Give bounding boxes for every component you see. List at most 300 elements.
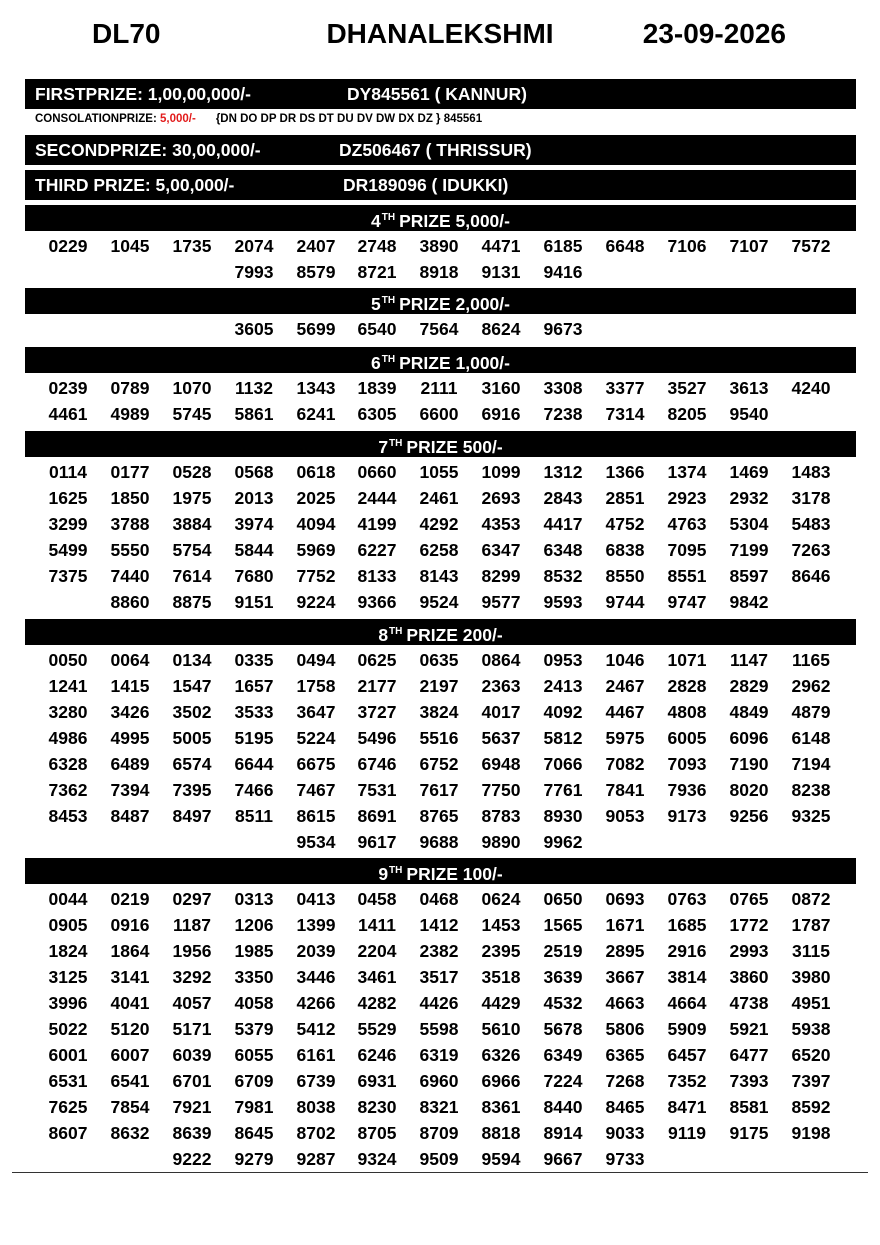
winning-number: 7093 <box>667 754 707 774</box>
number-row <box>0 511 880 537</box>
winning-number: 1758 <box>296 676 336 696</box>
winning-number: 4664 <box>667 993 707 1013</box>
winning-number: 9744 <box>605 592 645 612</box>
winning-number: 3639 <box>543 967 583 987</box>
winning-number: 6600 <box>419 404 459 424</box>
winning-number: 8646 <box>791 566 831 586</box>
winning-number: 1045 <box>110 236 150 256</box>
winning-number: 2444 <box>357 488 397 508</box>
winning-number: 1772 <box>729 915 769 935</box>
winning-number: 4292 <box>419 514 459 534</box>
winning-number: 2519 <box>543 941 583 961</box>
winning-number: 6365 <box>605 1045 645 1065</box>
winning-number: 5754 <box>172 540 212 560</box>
third-prize-result: DR189096 ( IDUKKI) <box>343 175 509 195</box>
winning-number: 9175 <box>729 1123 769 1143</box>
winning-number: 1412 <box>419 915 459 935</box>
winning-number: 9033 <box>605 1123 645 1143</box>
winning-number: 6931 <box>357 1071 397 1091</box>
winning-number: 2177 <box>357 676 397 696</box>
winning-number: 4094 <box>296 514 336 534</box>
winning-number: 6520 <box>791 1045 831 1065</box>
winning-number: 4058 <box>234 993 274 1013</box>
winning-number: 6305 <box>357 404 397 424</box>
winning-number: 3115 <box>792 941 830 961</box>
number-row <box>0 537 880 563</box>
winning-number: 5969 <box>296 540 336 560</box>
winning-number: 1099 <box>481 462 521 482</box>
winning-number: 2843 <box>543 488 583 508</box>
winning-number: 8550 <box>605 566 645 586</box>
winning-number: 1147 <box>730 650 768 670</box>
prize-4-header <box>25 205 856 231</box>
winning-number: 8645 <box>234 1123 274 1143</box>
winning-number: 5699 <box>296 319 336 339</box>
winning-number: 2013 <box>234 488 274 508</box>
winning-number: 1469 <box>729 462 769 482</box>
winning-number: 1241 <box>48 676 88 696</box>
winning-number: 6541 <box>110 1071 150 1091</box>
prize-label: PRIZE 2,000/- <box>399 294 510 314</box>
winning-number: 7395 <box>172 780 212 800</box>
winning-number: 8705 <box>357 1123 397 1143</box>
winning-number: 1625 <box>48 488 88 508</box>
winning-number: 7752 <box>296 566 336 586</box>
winning-number: 0624 <box>481 889 521 909</box>
winning-number: 0335 <box>234 650 274 670</box>
winning-number: 9287 <box>296 1149 336 1169</box>
winning-number: 7854 <box>110 1097 150 1117</box>
winning-number: 0177 <box>110 462 150 482</box>
consolation-label: CONSOLATIONPRIZE: <box>35 113 161 125</box>
number-row <box>0 964 880 990</box>
winning-number: 6752 <box>419 754 459 774</box>
winning-number: 9053 <box>605 806 645 826</box>
winning-number: 9594 <box>481 1149 521 1169</box>
winning-number: 8205 <box>667 404 707 424</box>
winning-number: 7194 <box>791 754 831 774</box>
winning-number: 5005 <box>172 728 212 748</box>
winning-number: 6227 <box>357 540 397 560</box>
winning-number: 0044 <box>48 889 88 909</box>
winning-number: 3426 <box>110 702 150 722</box>
winning-number: 7761 <box>543 780 583 800</box>
prize-label: PRIZE 1,000/- <box>399 353 510 373</box>
winning-number: 3884 <box>172 514 212 534</box>
winning-number: 1415 <box>110 676 150 696</box>
winning-number: 9890 <box>481 832 521 852</box>
winning-number: 1483 <box>791 462 831 482</box>
winning-number: 8465 <box>605 1097 645 1117</box>
winning-number: 3299 <box>48 514 88 534</box>
winning-number: 7199 <box>729 540 769 560</box>
number-row <box>0 751 880 777</box>
winning-number: 3824 <box>419 702 459 722</box>
winning-number: 4199 <box>357 514 397 534</box>
winning-number: 2407 <box>296 236 336 256</box>
winning-number: 4353 <box>481 514 521 534</box>
winning-number: 1399 <box>296 915 336 935</box>
winning-number: 8487 <box>110 806 150 826</box>
winning-number: 1071 <box>667 650 707 670</box>
winning-number: 1685 <box>667 915 707 935</box>
prize-5-numbers <box>0 316 880 342</box>
prize-ordinal: 8 <box>378 625 389 645</box>
winning-number: 5195 <box>234 728 274 748</box>
winning-number: 7095 <box>667 540 707 560</box>
winning-number: 3377 <box>605 378 645 398</box>
winning-number: 8361 <box>481 1097 521 1117</box>
winning-number: 3517 <box>419 967 459 987</box>
winning-number: 6326 <box>481 1045 521 1065</box>
winning-number: 1839 <box>357 378 397 398</box>
winning-number: 3980 <box>791 967 831 987</box>
winning-number: 5909 <box>667 1019 707 1039</box>
number-row <box>0 725 880 751</box>
winning-number: 3518 <box>481 967 521 987</box>
winning-number: 7263 <box>791 540 831 560</box>
consolation-series: {DN DO DP DR DS DT DU DV DW DX DZ } 845561 <box>215 113 483 125</box>
consolation-amount: 5,000/- <box>160 113 196 125</box>
winning-number: 3613 <box>729 378 769 398</box>
winning-number: 6349 <box>543 1045 583 1065</box>
winning-number: 2895 <box>605 941 645 961</box>
winning-number: 0468 <box>419 889 459 909</box>
winning-number: 0528 <box>172 462 212 482</box>
winning-number: 5637 <box>481 728 521 748</box>
winning-number: 3788 <box>110 514 150 534</box>
winning-number: 0693 <box>605 889 645 909</box>
winning-number: 2461 <box>419 488 459 508</box>
winning-number: 2932 <box>729 488 769 508</box>
winning-number: 9198 <box>791 1123 831 1143</box>
winning-number: 8783 <box>481 806 521 826</box>
winning-number: 6701 <box>172 1071 212 1091</box>
winning-number: 7921 <box>172 1097 212 1117</box>
winning-number: 8579 <box>296 262 336 282</box>
winning-number: 4989 <box>110 404 150 424</box>
number-row <box>0 912 880 938</box>
winning-number: 4467 <box>605 702 645 722</box>
winning-number: 4417 <box>543 514 583 534</box>
winning-number: 2923 <box>667 488 707 508</box>
number-row <box>0 375 880 401</box>
winning-number: 3160 <box>481 378 521 398</box>
winning-number: 0864 <box>481 650 521 670</box>
winning-number: 1850 <box>110 488 150 508</box>
winning-number: 7397 <box>791 1071 831 1091</box>
winning-number: 4017 <box>481 702 521 722</box>
winning-number: 0953 <box>543 650 583 670</box>
winning-number: 7936 <box>667 780 707 800</box>
winning-number: 8607 <box>48 1123 88 1143</box>
winning-number: 3727 <box>357 702 397 722</box>
winning-number: 1787 <box>791 915 831 935</box>
winning-number: 1565 <box>543 915 583 935</box>
winning-number: 4426 <box>419 993 459 1013</box>
first-prize-result: DY845561 ( KANNUR) <box>347 84 527 104</box>
prize-ordinal-suffix: TH <box>389 438 403 449</box>
winning-number: 2025 <box>296 488 336 508</box>
winning-number: 0064 <box>110 650 150 670</box>
footer-divider <box>12 1172 868 1173</box>
winning-number: 7466 <box>234 780 274 800</box>
winning-number: 7841 <box>605 780 645 800</box>
winning-number: 1864 <box>110 941 150 961</box>
winning-number: 2395 <box>481 941 521 961</box>
winning-number: 3280 <box>48 702 88 722</box>
winning-number: 8230 <box>357 1097 397 1117</box>
winning-number: 8914 <box>543 1123 583 1143</box>
prize-8-numbers <box>0 647 880 855</box>
winning-number: 8471 <box>667 1097 707 1117</box>
winning-number: 7394 <box>110 780 150 800</box>
winning-number: 7362 <box>48 780 88 800</box>
winning-number: 8597 <box>729 566 769 586</box>
winning-number: 6005 <box>667 728 707 748</box>
winning-number: 9540 <box>729 404 769 424</box>
winning-number: 6055 <box>234 1045 274 1065</box>
winning-number: 6574 <box>172 754 212 774</box>
winning-number: 1366 <box>605 462 645 482</box>
winning-number: 9747 <box>667 592 707 612</box>
winning-number: 6540 <box>357 319 397 339</box>
winning-number: 6241 <box>296 404 336 424</box>
number-row <box>0 1068 880 1094</box>
winning-number: 8632 <box>110 1123 150 1143</box>
winning-number: 8615 <box>296 806 336 826</box>
winning-number: 9325 <box>791 806 831 826</box>
winning-number: 3527 <box>667 378 707 398</box>
winning-number: 6328 <box>48 754 88 774</box>
winning-number: 9151 <box>234 592 274 612</box>
winning-number: 3974 <box>234 514 274 534</box>
number-row <box>0 777 880 803</box>
winning-number: 3647 <box>296 702 336 722</box>
winning-number: 0229 <box>48 236 88 256</box>
prize-5-header <box>25 288 856 314</box>
winning-number: 7352 <box>667 1071 707 1091</box>
winning-number: 4763 <box>667 514 707 534</box>
winning-number: 7993 <box>234 262 274 282</box>
winning-number: 8511 <box>235 806 273 826</box>
winning-number: 8133 <box>357 566 397 586</box>
winning-number: 7107 <box>729 236 769 256</box>
winning-number: 0625 <box>357 650 397 670</box>
winning-number: 1070 <box>172 378 212 398</box>
winning-number: 1312 <box>543 462 583 482</box>
winning-number: 5745 <box>172 404 212 424</box>
winning-number: 7680 <box>234 566 274 586</box>
number-row <box>0 316 880 342</box>
winning-number: 7066 <box>543 754 583 774</box>
winning-number: 5550 <box>110 540 150 560</box>
winning-number: 5022 <box>48 1019 88 1039</box>
winning-number: 8020 <box>729 780 769 800</box>
prize-8-header <box>25 619 856 645</box>
winning-number: 5861 <box>234 404 274 424</box>
winning-number: 0413 <box>296 889 336 909</box>
winning-number: 5499 <box>48 540 88 560</box>
winning-number: 7082 <box>605 754 645 774</box>
number-row <box>0 829 880 855</box>
number-row <box>0 1016 880 1042</box>
winning-number: 5529 <box>357 1019 397 1039</box>
result-header <box>0 14 880 54</box>
prize-9-header <box>25 858 856 884</box>
winning-number: 5224 <box>296 728 336 748</box>
winning-number: 1735 <box>172 236 212 256</box>
number-row <box>0 699 880 725</box>
winning-number: 9416 <box>543 262 583 282</box>
winning-number: 0635 <box>419 650 459 670</box>
winning-number: 7106 <box>667 236 707 256</box>
winning-number: 9324 <box>357 1149 397 1169</box>
second-prize-label: SECONDPRIZE: 30,00,000/- <box>35 140 261 160</box>
winning-number: 2197 <box>419 676 459 696</box>
winning-number: 8624 <box>481 319 521 339</box>
winning-number: 8143 <box>419 566 459 586</box>
winning-number: 7625 <box>48 1097 88 1117</box>
winning-number: 6258 <box>419 540 459 560</box>
winning-number: 6709 <box>234 1071 274 1091</box>
winning-number: 9222 <box>172 1149 212 1169</box>
winning-number: 4057 <box>172 993 212 1013</box>
number-row <box>0 1094 880 1120</box>
winning-number: 8453 <box>48 806 88 826</box>
winning-number: 7750 <box>481 780 521 800</box>
winning-number: 9577 <box>481 592 521 612</box>
winning-number: 5844 <box>234 540 274 560</box>
winning-number: 0297 <box>172 889 212 909</box>
prize-ordinal: 7 <box>378 437 389 457</box>
second-prize-bar <box>25 135 856 165</box>
number-row <box>0 990 880 1016</box>
prize-label: PRIZE 5,000/- <box>399 211 510 231</box>
winning-number: 6644 <box>234 754 274 774</box>
winning-number: 9119 <box>668 1123 706 1143</box>
winning-number: 6489 <box>110 754 150 774</box>
winning-number: 6746 <box>357 754 397 774</box>
winning-number: 6039 <box>172 1045 212 1065</box>
winning-number: 5120 <box>110 1019 150 1039</box>
winning-number: 9131 <box>481 262 521 282</box>
winning-number: 4995 <box>110 728 150 748</box>
number-row <box>0 1120 880 1146</box>
number-row <box>0 1146 880 1172</box>
winning-number: 4663 <box>605 993 645 1013</box>
winning-number: 3141 <box>110 967 150 987</box>
number-row <box>0 459 880 485</box>
winning-number: 2993 <box>729 941 769 961</box>
winning-number: 3308 <box>543 378 583 398</box>
winning-number: 4986 <box>48 728 88 748</box>
winning-number: 6007 <box>110 1045 150 1065</box>
prize-ordinal-suffix: TH <box>389 865 403 876</box>
winning-number: 1985 <box>234 941 274 961</box>
winning-number: 4532 <box>543 993 583 1013</box>
winning-number: 7531 <box>357 780 397 800</box>
winning-number: 4282 <box>357 993 397 1013</box>
winning-number: 7375 <box>48 566 88 586</box>
winning-number: 0660 <box>357 462 397 482</box>
winning-number: 4738 <box>729 993 769 1013</box>
winning-number: 6246 <box>357 1045 397 1065</box>
winning-number: 7467 <box>296 780 336 800</box>
winning-number: 6148 <box>791 728 831 748</box>
winning-number: 6838 <box>605 540 645 560</box>
winning-number: 7614 <box>172 566 212 586</box>
winning-number: 7393 <box>729 1071 769 1091</box>
winning-number: 2074 <box>234 236 274 256</box>
winning-number: 9842 <box>729 592 769 612</box>
winning-number: 8440 <box>543 1097 583 1117</box>
winning-number: 3446 <box>296 967 336 987</box>
prize-6-numbers <box>0 375 880 427</box>
winning-number: 0134 <box>172 650 212 670</box>
winning-number: 9534 <box>296 832 336 852</box>
winning-number: 2962 <box>791 676 831 696</box>
winning-number: 3292 <box>172 967 212 987</box>
winning-number: 4879 <box>791 702 831 722</box>
winning-number: 1374 <box>667 462 707 482</box>
winning-number: 9524 <box>419 592 459 612</box>
winning-number: 9733 <box>605 1149 645 1169</box>
winning-number: 4808 <box>667 702 707 722</box>
number-row <box>0 259 880 285</box>
winning-number: 8639 <box>172 1123 212 1143</box>
winning-number: 8532 <box>543 566 583 586</box>
winning-number: 9509 <box>419 1149 459 1169</box>
winning-number: 6096 <box>729 728 769 748</box>
winning-number: 6739 <box>296 1071 336 1091</box>
winning-number: 3996 <box>48 993 88 1013</box>
winning-number: 8321 <box>419 1097 459 1117</box>
winning-number: 1343 <box>296 378 336 398</box>
winning-number: 2828 <box>667 676 707 696</box>
winning-number: 0650 <box>543 889 583 909</box>
winning-number: 6347 <box>481 540 521 560</box>
prize-4-numbers <box>0 233 880 285</box>
winning-number: 6001 <box>48 1045 88 1065</box>
winning-number: 0114 <box>49 462 87 482</box>
winning-number: 5304 <box>729 514 769 534</box>
winning-number: 4240 <box>791 378 831 398</box>
winning-number: 1975 <box>172 488 212 508</box>
winning-number: 6457 <box>667 1045 707 1065</box>
winning-number: 7617 <box>419 780 459 800</box>
winning-number: 0050 <box>48 650 88 670</box>
winning-number: 6675 <box>296 754 336 774</box>
winning-number: 3502 <box>172 702 212 722</box>
winning-number: 5483 <box>791 514 831 534</box>
winning-number: 9279 <box>234 1149 274 1169</box>
winning-number: 9366 <box>357 592 397 612</box>
second-prize-result: DZ506467 ( THRISSUR) <box>339 140 532 160</box>
winning-number: 2363 <box>481 676 521 696</box>
prize-7-header <box>25 431 856 457</box>
winning-number: 2916 <box>667 941 707 961</box>
winning-number: 6948 <box>481 754 521 774</box>
winning-number: 0789 <box>110 378 150 398</box>
winning-number: 4849 <box>729 702 769 722</box>
winning-number: 9593 <box>543 592 583 612</box>
winning-number: 5516 <box>419 728 459 748</box>
winning-number: 5598 <box>419 1019 459 1039</box>
winning-number: 0618 <box>296 462 336 482</box>
winning-number: 6185 <box>543 236 583 256</box>
winning-number: 5921 <box>729 1019 769 1039</box>
